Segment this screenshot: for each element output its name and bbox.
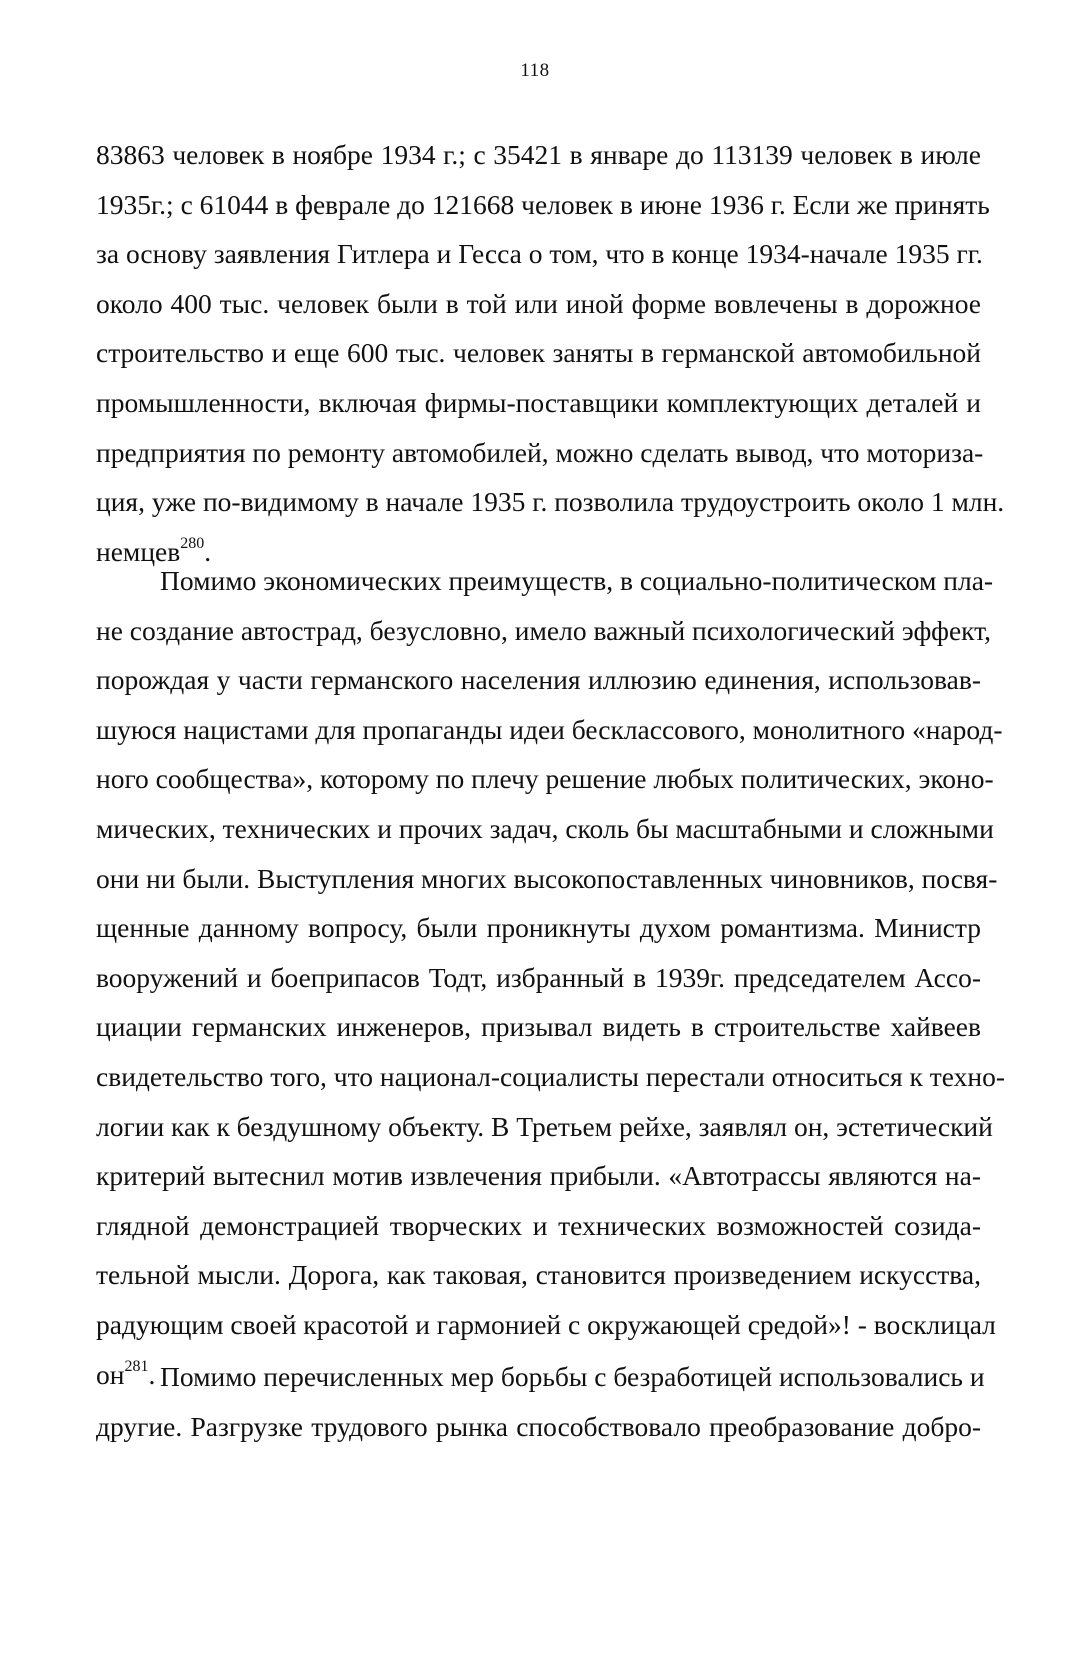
footnote-ref-280: 280 bbox=[180, 534, 205, 552]
text-line-indented: Помимо перечисленных мер борьбы с безработицей использовались и bbox=[160, 1361, 985, 1392]
text-line: вооружений и боеприпасов Тодт, избранный в 1939г. председателем Ассо- bbox=[96, 961, 981, 993]
text-line: ного сообщества», которому по плечу решение любых политических, эконо- bbox=[96, 763, 994, 795]
sentence-end: . bbox=[204, 535, 212, 567]
text-line: радующим своей красотой и гармонией с окружающей средой»! - восклицал bbox=[96, 1308, 996, 1340]
paragraph-1 bbox=[96, 130, 1005, 576]
text-line: щенные данному вопросу, были проникнуты духом романтизма. Министр bbox=[96, 912, 981, 944]
text-line: циации германских инженеров, призывал видеть в строительстве хайвеев bbox=[96, 1011, 981, 1043]
text-line-indented: Помимо экономических преимуществ, в социально-политическом пла- bbox=[160, 565, 994, 596]
text-line: предприятия по ремонту автомобилей, можно сделать вывод, что моториза- bbox=[96, 436, 984, 468]
text-line: около 400 тыс. человек были в той или иной форме вовлечены в дорожное bbox=[96, 287, 981, 319]
text-line-end: он bbox=[96, 1358, 125, 1390]
text-line: логии как к бездушному объекту. В Третьем рейхе, заявлял он, эстетический bbox=[96, 1110, 993, 1142]
text-line: промышленности, включая фирмы-поставщики комплектующих деталей и bbox=[96, 386, 981, 418]
text-line: порождая у части германского населения иллюзию единения, использовав- bbox=[96, 664, 981, 696]
sentence-end: . bbox=[148, 1358, 156, 1390]
text-line: глядной демонстрацией творческих и технических возможностей созида- bbox=[96, 1209, 981, 1241]
text-line: они ни были. Выступления многих высокопоставленных чиновников, посвя- bbox=[96, 862, 998, 894]
page-number: 118 bbox=[520, 60, 550, 81]
paragraph-3 bbox=[96, 1352, 985, 1451]
text-line: строительство и еще 600 тыс. человек заняты в германской автомобильной bbox=[96, 337, 981, 369]
text-line: свидетельство того, что национал-социалисты перестали относиться к техно- bbox=[96, 1060, 1005, 1092]
footnote-ref-281: 281 bbox=[124, 1357, 149, 1375]
text-line: критерий вытеснил мотив извлечения прибыли. «Автотрассы являются на- bbox=[96, 1160, 981, 1192]
text-line: 83863 человек в ноябре 1934 г.; с 35421 в январе до 113139 человек в июле bbox=[96, 139, 981, 170]
text-line: другие. Разгрузке трудового рынка способствовало преобразование добро- bbox=[96, 1410, 981, 1442]
text-line: тельной мысли. Дорога, как таковая, становится произведением искусства, bbox=[96, 1259, 981, 1291]
text-line: за основу заявления Гитлера и Гесса о том, что в конце 1934-начале 1935 гг. bbox=[96, 238, 983, 270]
text-line: мических, технических и прочих задач, сколь бы масштабными и сложными bbox=[96, 812, 994, 844]
text-line-end: немцев bbox=[96, 535, 181, 567]
text-line: не создание автострад, безусловно, имело важный психологический эффект, bbox=[96, 614, 991, 646]
text-line: 1935г.; с 61044 в феврале до 121668 человек в июне 1936 г. Если же принять bbox=[96, 188, 990, 220]
paragraph-2 bbox=[96, 556, 1005, 1399]
text-line: ция, уже по-видимому в начале 1935 г. позволила трудоустроить около 1 млн. bbox=[96, 486, 1005, 518]
text-line: шуюся нацистами для пропаганды идеи бесклассового, монолитного «народ- bbox=[96, 713, 1003, 745]
